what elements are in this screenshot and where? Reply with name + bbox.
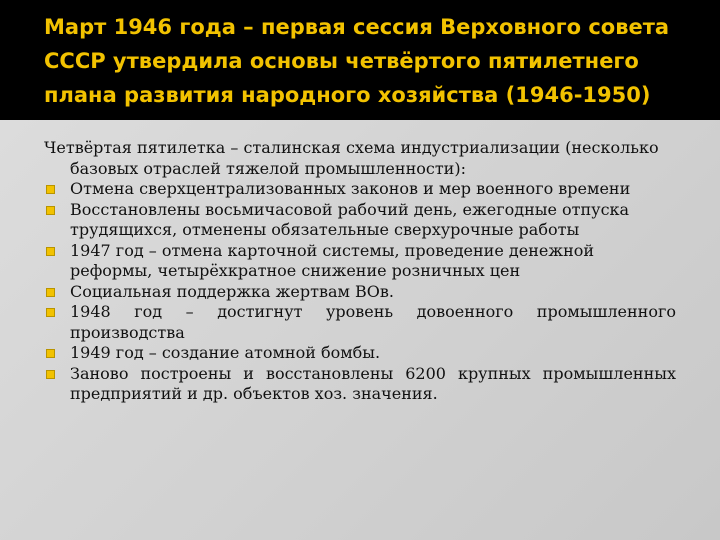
list-item	[44, 343, 676, 364]
list-item-text: 1947 год – отмена карточной системы, проведение денежной реформы, четырёхкратное снижение розничных цен	[70, 240, 595, 280]
square-bullet-icon	[46, 185, 55, 194]
square-bullet-icon	[46, 308, 55, 317]
square-bullet-icon	[46, 349, 55, 358]
list-item	[44, 364, 676, 405]
list-item	[44, 302, 676, 343]
title-band	[0, 0, 720, 120]
list-item-text: Заново построены и восстановлены 6200 крупных промышленных предприятий и др. объектов хоз. значения.	[70, 363, 676, 403]
slide-title: Март 1946 года – первая сессия Верховного совета СССР утвердила основы четвёртого пятилетнего плана развития народного хозяйства (1946-1950)	[44, 15, 670, 107]
square-bullet-icon	[46, 288, 55, 297]
list-item-text: 1949 год – создание атомной бомбы.	[70, 343, 381, 362]
list-item	[44, 282, 676, 303]
list-item-text: Восстановлены восьмичасовой рабочий день, ежегодные отпуска трудящихся, отменены обязательные сверхурочные работы	[70, 199, 630, 239]
intro-text: Четвёртая пятилетка – сталинская схема индустриализации (несколько базовых отраслей тяжелой промышленности):	[44, 138, 659, 178]
bullet-list	[44, 179, 676, 405]
slide-content	[44, 138, 676, 405]
list-item-text: Социальная поддержка жертвам ВОв.	[70, 281, 395, 301]
list-item	[44, 179, 676, 200]
square-bullet-icon	[46, 370, 55, 379]
square-bullet-icon	[46, 247, 55, 256]
list-item-text: 1948 год – достигнут уровень довоенного промышленного производства	[70, 302, 676, 342]
square-bullet-icon	[46, 206, 55, 215]
list-item-text: Отмена сверхцентрализованных законов и мер военного времени	[70, 179, 631, 198]
list-item	[44, 241, 676, 282]
list-item	[44, 200, 676, 241]
